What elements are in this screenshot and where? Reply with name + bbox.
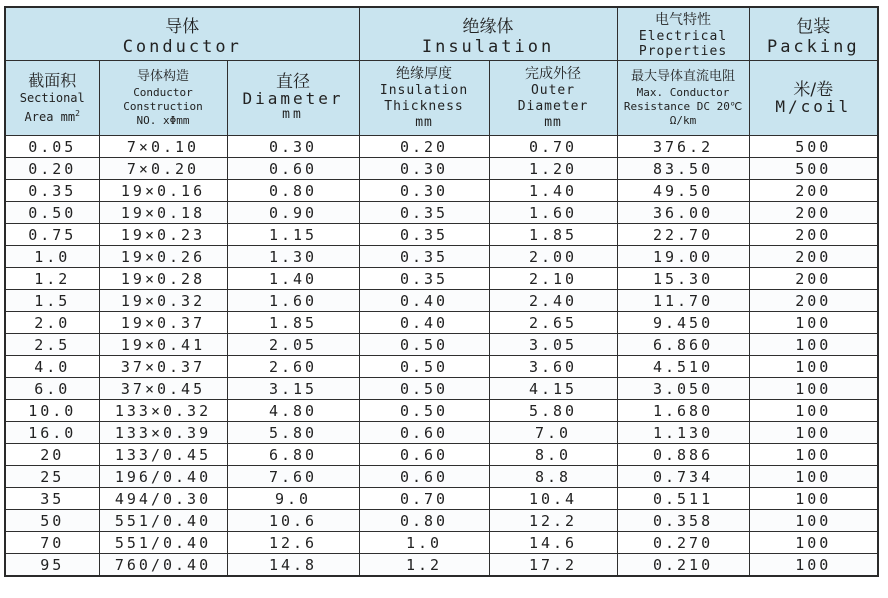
cell-outer: 1.40 [489, 180, 617, 202]
cell-thickness: 0.40 [359, 290, 489, 312]
cell-outer: 7.0 [489, 422, 617, 444]
cell-construction: 7×0.10 [99, 136, 227, 158]
thickness-en2: Thickness [384, 99, 464, 114]
table-row [5, 488, 878, 510]
cable-spec-table [4, 6, 879, 577]
table-row [5, 422, 878, 444]
cell-outer: 2.40 [489, 290, 617, 312]
cell-thickness: 0.60 [359, 444, 489, 466]
cell-diameter: 6.80 [227, 444, 359, 466]
cell-resistance: 376.2 [617, 136, 749, 158]
diameter-header [227, 61, 359, 136]
cell-resistance: 0.511 [617, 488, 749, 510]
cell-construction: 551/0.40 [99, 510, 227, 532]
cell-thickness: 0.50 [359, 356, 489, 378]
packing-group-header [749, 7, 878, 61]
cell-outer: 4.15 [489, 378, 617, 400]
cell-coil: 100 [749, 312, 878, 334]
cell-area: 95 [5, 554, 99, 577]
cell-outer: 8.8 [489, 466, 617, 488]
cell-diameter: 9.0 [227, 488, 359, 510]
table-row [5, 180, 878, 202]
outer-en3: mm [544, 115, 562, 130]
cell-diameter: 1.30 [227, 246, 359, 268]
cell-resistance: 3.050 [617, 378, 749, 400]
cell-diameter: 1.60 [227, 290, 359, 312]
resistance-en2: Resistance DC 20℃ [623, 100, 743, 113]
coil-en: M/coil [775, 97, 852, 116]
resistance-en3: Ω/km [669, 114, 697, 127]
cell-resistance: 0.270 [617, 532, 749, 554]
cell-resistance: 0.210 [617, 554, 749, 577]
table-row [5, 202, 878, 224]
cell-construction: 494/0.30 [99, 488, 227, 510]
cell-resistance: 19.00 [617, 246, 749, 268]
section-area-en1: Sectional [19, 90, 85, 105]
thickness-en1: Insulation [379, 83, 469, 98]
cell-thickness: 0.80 [359, 510, 489, 532]
cell-outer: 1.20 [489, 158, 617, 180]
cell-coil: 100 [749, 466, 878, 488]
packing-group-en: Packing [766, 36, 860, 57]
cell-diameter: 3.15 [227, 378, 359, 400]
cell-construction: 196/0.40 [99, 466, 227, 488]
cell-coil: 100 [749, 488, 878, 510]
cell-construction: 19×0.26 [99, 246, 227, 268]
cell-construction: 551/0.40 [99, 532, 227, 554]
table-row [5, 334, 878, 356]
conductor-group-en: Conductor [122, 36, 242, 57]
table-row [5, 400, 878, 422]
conductor-group-cn: 导体 [165, 16, 200, 37]
cell-area: 0.20 [5, 158, 99, 180]
cell-construction: 133×0.39 [99, 422, 227, 444]
cell-thickness: 0.70 [359, 488, 489, 510]
cell-diameter: 10.6 [227, 510, 359, 532]
cell-diameter: 7.60 [227, 466, 359, 488]
cell-area: 70 [5, 532, 99, 554]
cell-resistance: 0.734 [617, 466, 749, 488]
cell-diameter: 4.80 [227, 400, 359, 422]
cell-resistance: 0.886 [617, 444, 749, 466]
cell-coil: 200 [749, 202, 878, 224]
cell-coil: 100 [749, 554, 878, 577]
cell-construction: 133/0.45 [99, 444, 227, 466]
cell-outer: 3.60 [489, 356, 617, 378]
cell-coil: 100 [749, 400, 878, 422]
cell-coil: 200 [749, 268, 878, 290]
electrical-group-header [617, 7, 749, 61]
table-row [5, 510, 878, 532]
table-row [5, 466, 878, 488]
construction-header [99, 61, 227, 136]
cell-construction: 19×0.16 [99, 180, 227, 202]
cell-area: 1.0 [5, 246, 99, 268]
cell-diameter: 5.80 [227, 422, 359, 444]
cell-coil: 100 [749, 334, 878, 356]
cell-thickness: 0.50 [359, 334, 489, 356]
cell-thickness: 1.0 [359, 532, 489, 554]
thickness-en3: mm [415, 115, 433, 130]
cell-construction: 19×0.23 [99, 224, 227, 246]
cell-thickness: 0.40 [359, 312, 489, 334]
diameter-en1: Diameter [242, 89, 344, 108]
cell-construction: 37×0.45 [99, 378, 227, 400]
electrical-group-en1: Electrical [638, 29, 728, 44]
cell-construction: 19×0.28 [99, 268, 227, 290]
resistance-en1: Max. Conductor [636, 86, 730, 99]
thickness-header [359, 61, 489, 136]
cell-outer: 5.80 [489, 400, 617, 422]
cell-construction: 7×0.20 [99, 158, 227, 180]
table-row [5, 136, 878, 158]
cell-outer: 14.6 [489, 532, 617, 554]
table-row [5, 246, 878, 268]
cell-thickness: 0.35 [359, 246, 489, 268]
cell-area: 0.50 [5, 202, 99, 224]
table-row [5, 554, 878, 577]
table-row [5, 356, 878, 378]
cell-outer: 1.60 [489, 202, 617, 224]
cell-area: 20 [5, 444, 99, 466]
cell-thickness: 0.30 [359, 180, 489, 202]
electrical-group-cn: 电气特性 [655, 12, 712, 28]
cell-thickness: 0.20 [359, 136, 489, 158]
header-group-row [5, 7, 878, 61]
cell-coil: 100 [749, 356, 878, 378]
spec-table-container [4, 6, 879, 577]
cell-resistance: 11.70 [617, 290, 749, 312]
cell-resistance: 0.358 [617, 510, 749, 532]
cell-thickness: 0.30 [359, 158, 489, 180]
cell-coil: 200 [749, 224, 878, 246]
resistance-cn: 最大导体直流电阻 [631, 69, 736, 84]
cell-thickness: 0.35 [359, 224, 489, 246]
table-row [5, 444, 878, 466]
table-body [5, 136, 878, 577]
cell-resistance: 22.70 [617, 224, 749, 246]
cell-outer: 2.10 [489, 268, 617, 290]
cell-coil: 100 [749, 444, 878, 466]
cell-outer: 2.65 [489, 312, 617, 334]
cell-coil: 200 [749, 246, 878, 268]
cell-area: 10.0 [5, 400, 99, 422]
cell-outer: 0.70 [489, 136, 617, 158]
table-row [5, 312, 878, 334]
cell-coil: 500 [749, 158, 878, 180]
cell-area: 25 [5, 466, 99, 488]
cell-construction: 19×0.41 [99, 334, 227, 356]
cell-area: 0.75 [5, 224, 99, 246]
cell-resistance: 36.00 [617, 202, 749, 224]
cell-outer: 10.4 [489, 488, 617, 510]
cell-diameter: 0.90 [227, 202, 359, 224]
cell-resistance: 83.50 [617, 158, 749, 180]
cell-diameter: 2.60 [227, 356, 359, 378]
section-area-header [5, 61, 99, 136]
cell-resistance: 49.50 [617, 180, 749, 202]
cell-diameter: 14.8 [227, 554, 359, 577]
cell-area: 0.35 [5, 180, 99, 202]
cell-resistance: 6.860 [617, 334, 749, 356]
cell-area: 50 [5, 510, 99, 532]
cell-construction: 133×0.32 [99, 400, 227, 422]
outer-diameter-header [489, 61, 617, 136]
table-row [5, 290, 878, 312]
cell-diameter: 0.80 [227, 180, 359, 202]
table-row [5, 268, 878, 290]
cell-outer: 12.2 [489, 510, 617, 532]
outer-en2: Diameter [517, 99, 589, 114]
cell-area: 16.0 [5, 422, 99, 444]
cell-area: 1.5 [5, 290, 99, 312]
coil-header [749, 61, 878, 136]
cell-resistance: 1.130 [617, 422, 749, 444]
conductor-group-header [5, 7, 359, 61]
cell-diameter: 1.40 [227, 268, 359, 290]
resistance-header [617, 61, 749, 136]
cell-thickness: 0.50 [359, 378, 489, 400]
cell-coil: 100 [749, 378, 878, 400]
cell-area: 2.0 [5, 312, 99, 334]
electrical-group-en2: Properties [638, 44, 728, 59]
cell-coil: 100 [749, 422, 878, 444]
cell-coil: 100 [749, 510, 878, 532]
cell-thickness: 0.50 [359, 400, 489, 422]
diameter-en2: mm [282, 107, 304, 122]
cell-construction: 19×0.37 [99, 312, 227, 334]
cell-diameter: 1.85 [227, 312, 359, 334]
cell-diameter: 1.15 [227, 224, 359, 246]
cell-coil: 200 [749, 180, 878, 202]
table-row [5, 378, 878, 400]
cell-construction: 19×0.32 [99, 290, 227, 312]
header-column-row [5, 61, 878, 136]
construction-cn: 导体构造 [136, 69, 189, 84]
cell-resistance: 1.680 [617, 400, 749, 422]
cell-construction: 760/0.40 [99, 554, 227, 577]
diameter-cn: 直径 [276, 72, 310, 92]
cell-thickness: 0.35 [359, 268, 489, 290]
cell-coil: 200 [749, 290, 878, 312]
cell-construction: 37×0.37 [99, 356, 227, 378]
section-area-en2: Area $mm^2$ [24, 108, 80, 124]
section-area-cn: 截面积 [28, 70, 77, 90]
cell-area: 4.0 [5, 356, 99, 378]
cell-outer: 1.85 [489, 224, 617, 246]
cell-construction: 19×0.18 [99, 202, 227, 224]
cell-resistance: 4.510 [617, 356, 749, 378]
table-row [5, 158, 878, 180]
cell-outer: 2.00 [489, 246, 617, 268]
cell-area: 0.05 [5, 136, 99, 158]
table-row [5, 532, 878, 554]
packing-group-cn: 包装 [796, 16, 831, 37]
cell-diameter: 0.60 [227, 158, 359, 180]
outer-cn: 完成外径 [525, 66, 582, 82]
cell-thickness: 0.35 [359, 202, 489, 224]
insulation-group-header [359, 7, 617, 61]
construction-en2: Construction [123, 100, 203, 113]
cell-area: 6.0 [5, 378, 99, 400]
cell-thickness: 1.2 [359, 554, 489, 577]
cell-resistance: 15.30 [617, 268, 749, 290]
cell-outer: 3.05 [489, 334, 617, 356]
construction-en3: NO. xΦmm [136, 114, 190, 127]
cell-coil: 100 [749, 532, 878, 554]
cell-diameter: 12.6 [227, 532, 359, 554]
cell-thickness: 0.60 [359, 422, 489, 444]
cell-area: 2.5 [5, 334, 99, 356]
table-row [5, 224, 878, 246]
cell-area: 1.2 [5, 268, 99, 290]
cell-resistance: 9.450 [617, 312, 749, 334]
cell-coil: 500 [749, 136, 878, 158]
cell-area: 35 [5, 488, 99, 510]
table-header [5, 7, 878, 136]
cell-diameter: 2.05 [227, 334, 359, 356]
cell-outer: 17.2 [489, 554, 617, 577]
coil-cn: 米/卷 [793, 80, 834, 100]
cell-outer: 8.0 [489, 444, 617, 466]
insulation-group-en: Insulation [421, 36, 555, 57]
insulation-group-cn: 绝缘体 [462, 16, 514, 37]
cell-diameter: 0.30 [227, 136, 359, 158]
cell-thickness: 0.60 [359, 466, 489, 488]
construction-en1: Conductor [133, 86, 193, 99]
thickness-cn: 绝缘厚度 [396, 66, 453, 82]
outer-en1: Outer [530, 83, 576, 98]
